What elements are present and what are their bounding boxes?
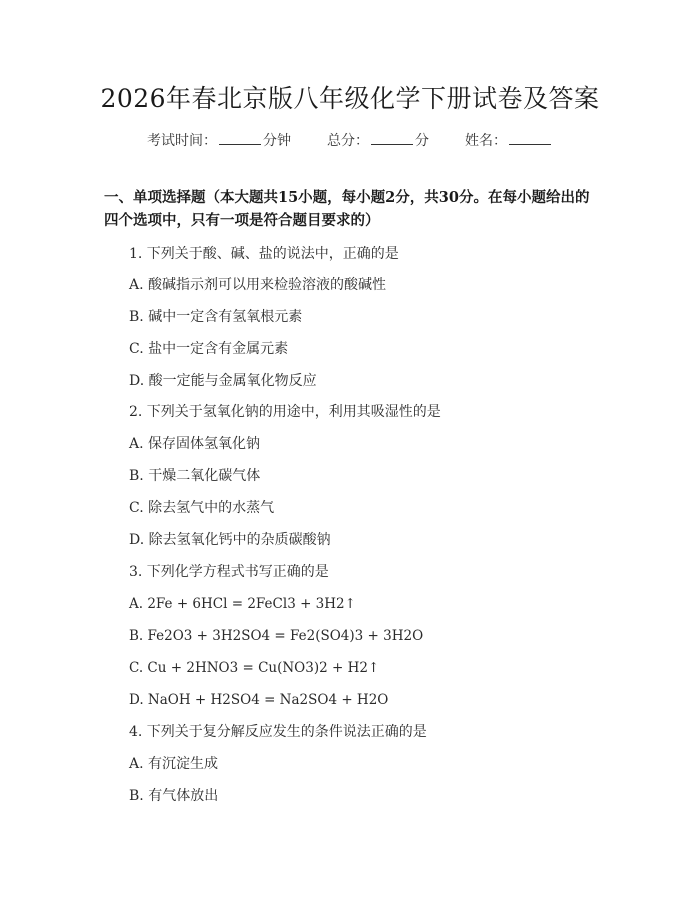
exam-time-unit: 分钟 xyxy=(263,133,291,149)
question-2-option-b: B. 干燥二氧化碳气体 xyxy=(129,468,261,484)
student-name-field xyxy=(465,130,553,151)
question-3-option-b: B. Fe2O3 + 3H2SO4 = Fe2(SO4)3 + 3H2O xyxy=(129,628,424,644)
question-4-option-b: B. 有气体放出 xyxy=(129,788,219,804)
exam-info-row xyxy=(0,130,700,151)
question-2-option-a: A. 保存固体氢氧化钠 xyxy=(129,436,261,452)
total-score-unit: 分 xyxy=(415,133,429,149)
question-1-stem: 1. 下列关于酸、碱、盐的说法中，正确的是 xyxy=(129,246,399,262)
document-title: 2026年春北京版八年级化学下册试卷及答案 xyxy=(100,84,600,113)
question-2-option-c: C. 除去氢气中的水蒸气 xyxy=(129,500,275,516)
question-2-stem: 2. 下列关于氢氧化钠的用途中，利用其吸湿性的是 xyxy=(129,404,441,420)
question-1-option-b: B. 碱中一定含有氢氧根元素 xyxy=(129,309,303,325)
question-1-option-c: C. 盐中一定含有金属元素 xyxy=(129,341,289,357)
question-3-stem: 3. 下列化学方程式书写正确的是 xyxy=(129,564,329,580)
section-heading-single-choice: 一、单项选择题（本大题共15小题，每小题2分，共30分。在每小题给出的四个选项中，只有一项是符合题目要求的） xyxy=(104,189,590,229)
question-1-option-d: D. 酸一定能与金属氧化物反应 xyxy=(129,373,317,389)
total-score-label: 总分： xyxy=(327,133,369,149)
question-3-option-d: D. NaOH + H2SO4 = Na2SO4 + H2O xyxy=(129,692,389,708)
student-name-label: 姓名： xyxy=(465,133,507,149)
total-score-field xyxy=(327,130,429,151)
question-4-option-a: A. 有沉淀生成 xyxy=(129,756,219,772)
question-3-option-a: A. 2Fe + 6HCl = 2FeCl3 + 3H2↑ xyxy=(129,596,356,612)
exam-time-field xyxy=(147,130,291,151)
question-4-stem: 4. 下列关于复分解反应发生的条件说法正确的是 xyxy=(129,724,427,740)
exam-time-label: 考试时间： xyxy=(147,133,217,149)
question-1-option-a: A. 酸碱指示剂可以用来检验溶液的酸碱性 xyxy=(129,277,387,293)
question-2-option-d: D. 除去氢氧化钙中的杂质碳酸钠 xyxy=(129,532,331,548)
exam-time-blank[interactable] xyxy=(219,130,261,145)
question-3-option-c: C. Cu + 2HNO3 = Cu(NO3)2 + H2↑ xyxy=(129,660,380,676)
total-score-blank[interactable] xyxy=(371,130,413,145)
student-name-blank[interactable] xyxy=(509,130,551,145)
